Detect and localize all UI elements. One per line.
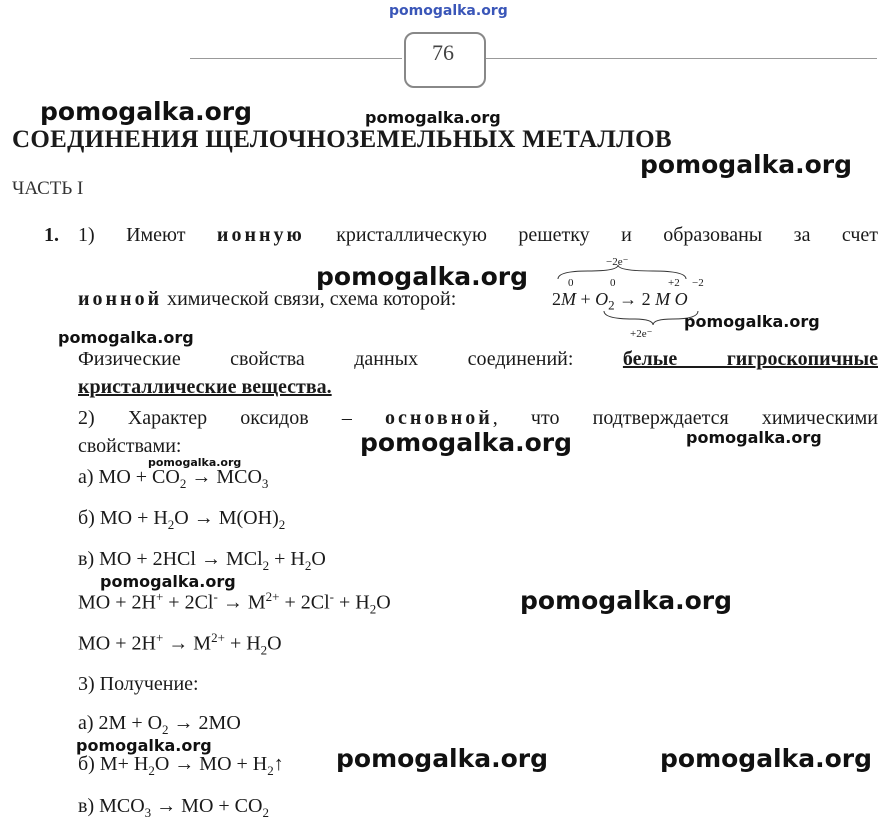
watermark-6: pomogalka.org (58, 328, 194, 347)
scheme-equation (552, 289, 688, 314)
physical-label: Физические свойства данных соединений: (78, 348, 574, 370)
watermark-2: pomogalka.org (365, 108, 501, 127)
prep-c-end: → MO + CO (151, 795, 263, 817)
eq-b-sub2: 2 (278, 517, 286, 532)
eq-b-end: O → M(OH) (174, 507, 279, 529)
ion1-f: O (376, 591, 391, 614)
oxide-basic: основной (385, 407, 493, 429)
ion1-d: + 2Cl (279, 591, 330, 614)
prep-b-end: ↑ (273, 753, 284, 775)
eq-c-sub2: 2 (304, 558, 312, 573)
part-heading: ЧАСТЬ I (12, 178, 84, 199)
eq-a-sub: 2 (179, 476, 187, 491)
ion2-sup2: 2+ (211, 630, 225, 645)
header-line-right (485, 58, 877, 59)
watermark-13: pomogalka.org (336, 744, 549, 773)
watermark-7: pomogalka.org (360, 428, 573, 457)
watermark-9: pomogalka.org (148, 456, 242, 469)
page-number: 76 (432, 40, 454, 65)
watermark-8: pomogalka.org (686, 428, 822, 447)
physical-properties-line-2 (78, 376, 332, 399)
oxide-line-1 (78, 407, 878, 430)
ion1-sub: 2 (369, 601, 377, 617)
prep-c-part: в) MCO (78, 795, 145, 817)
preparation-c (78, 795, 269, 821)
preparation-a (78, 712, 241, 738)
ion1-sup4: - (329, 589, 334, 604)
page-title: СОЕДИНЕНИЯ ЩЕЛОЧНОЗЕМЕЛЬНЫХ МЕТАЛЛОВ (12, 126, 672, 153)
scheme-product-m: M (655, 289, 671, 309)
prep-a-end: → 2MO (168, 712, 241, 734)
scheme-m: M (561, 289, 576, 309)
watermark-14: pomogalka.org (660, 744, 873, 773)
p1-ionic: ионную (216, 224, 305, 246)
ion1-c: → M (217, 591, 266, 614)
eq-a-sub2: 3 (261, 476, 269, 491)
scheme-top-electrons: −2e⁻ (606, 256, 629, 268)
watermark-4: pomogalka.org (316, 262, 529, 291)
scheme-bottom-electrons: +2e⁻ (630, 328, 653, 340)
oxide-line-2: свойствами: (78, 435, 182, 457)
prep-a-part: а) 2M + O (78, 712, 163, 734)
prep-c-sub: 3 (144, 805, 152, 820)
prep-b-sub: 2 (148, 763, 155, 778)
p2-ionic: ионной (78, 288, 163, 310)
eq-c-end2: O (311, 548, 326, 570)
scheme-ox-m2: +2 (668, 277, 680, 289)
ion2-sub: 2 (260, 642, 268, 658)
scheme-plus: + (580, 289, 591, 309)
ionic-equation-short (78, 630, 282, 659)
scheme-arrow: → (619, 289, 638, 309)
watermark-3: pomogalka.org (640, 150, 853, 179)
scheme-product-coef: 2 (641, 289, 651, 309)
prep-b-part: б) M+ H (78, 753, 149, 775)
paragraph-line-1 (78, 224, 878, 247)
ionic-equation-full (78, 589, 391, 618)
scheme-o-sub: 2 (608, 297, 615, 313)
eq-a-part: а) MO + CO (78, 466, 180, 488)
eq-c-part: в) MO + 2HCl → MCl (78, 548, 263, 570)
p1-start: 1) Имеют (78, 224, 186, 246)
ion1-sup3: 2+ (265, 589, 280, 604)
ion1-a: MO + 2H (78, 591, 156, 614)
prep-b-mid: O → MO + H (154, 753, 268, 775)
watermark-top: pomogalka.org (389, 3, 508, 19)
ion2-b: → M (163, 632, 212, 655)
eq-c-sub: 2 (262, 558, 270, 573)
physical-value-2: кристаллические вещества. (78, 376, 332, 398)
ion2-a: MO + 2H (78, 632, 156, 655)
eq-c-end: + H (269, 548, 305, 570)
scheme-coef: 2 (552, 289, 561, 309)
item-number: 1. (44, 224, 59, 246)
equation-c (78, 548, 326, 574)
p1-end: кристаллическую решетку и образованы за счет (336, 224, 879, 246)
ion1-sup1: + (155, 589, 164, 604)
header-line-left (190, 58, 402, 59)
watermark-10: pomogalka.org (100, 572, 236, 591)
preparation-b (78, 753, 284, 779)
equation-b (78, 507, 285, 533)
prep-a-sub: 2 (162, 722, 169, 737)
physical-value-1: белые гигроскопичные (622, 348, 878, 370)
scheme-o: O (595, 289, 609, 309)
eq-b-part: б) MO + H (78, 507, 168, 529)
ion2-c: + H (224, 632, 261, 655)
watermark-1: pomogalka.org (40, 97, 253, 126)
scheme-ox-m: 0 (568, 277, 574, 289)
watermark-12: pomogalka.org (76, 736, 212, 755)
preparation-title: 3) Получение: (78, 673, 199, 695)
ion1-e: + H (334, 591, 370, 614)
watermark-5: pomogalka.org (684, 312, 820, 331)
eq-b-sub: 2 (167, 517, 175, 532)
physical-properties-line-1 (78, 348, 878, 371)
scheme-ox-o2: −2 (692, 277, 704, 289)
ion2-sup1: + (155, 630, 164, 645)
equation-a (78, 466, 268, 492)
oxide-end: , что подтверждается химическими (492, 407, 878, 429)
ion1-b: + 2Cl (163, 591, 214, 614)
p2-end: химической связи, схема которой: (167, 288, 457, 310)
scheme-ox-o: 0 (610, 277, 616, 289)
watermark-11: pomogalka.org (520, 586, 733, 615)
paragraph-line-2 (78, 288, 456, 311)
oxide-start: 2) Характер оксидов – (78, 407, 352, 429)
ion2-d: O (267, 632, 282, 655)
eq-a-end: → MCO (186, 466, 262, 488)
scheme-product-o: O (674, 289, 688, 309)
prep-c-sub2: 2 (262, 805, 269, 820)
ion1-sup2: - (213, 589, 218, 604)
prep-b-sub2: 2 (267, 763, 274, 778)
